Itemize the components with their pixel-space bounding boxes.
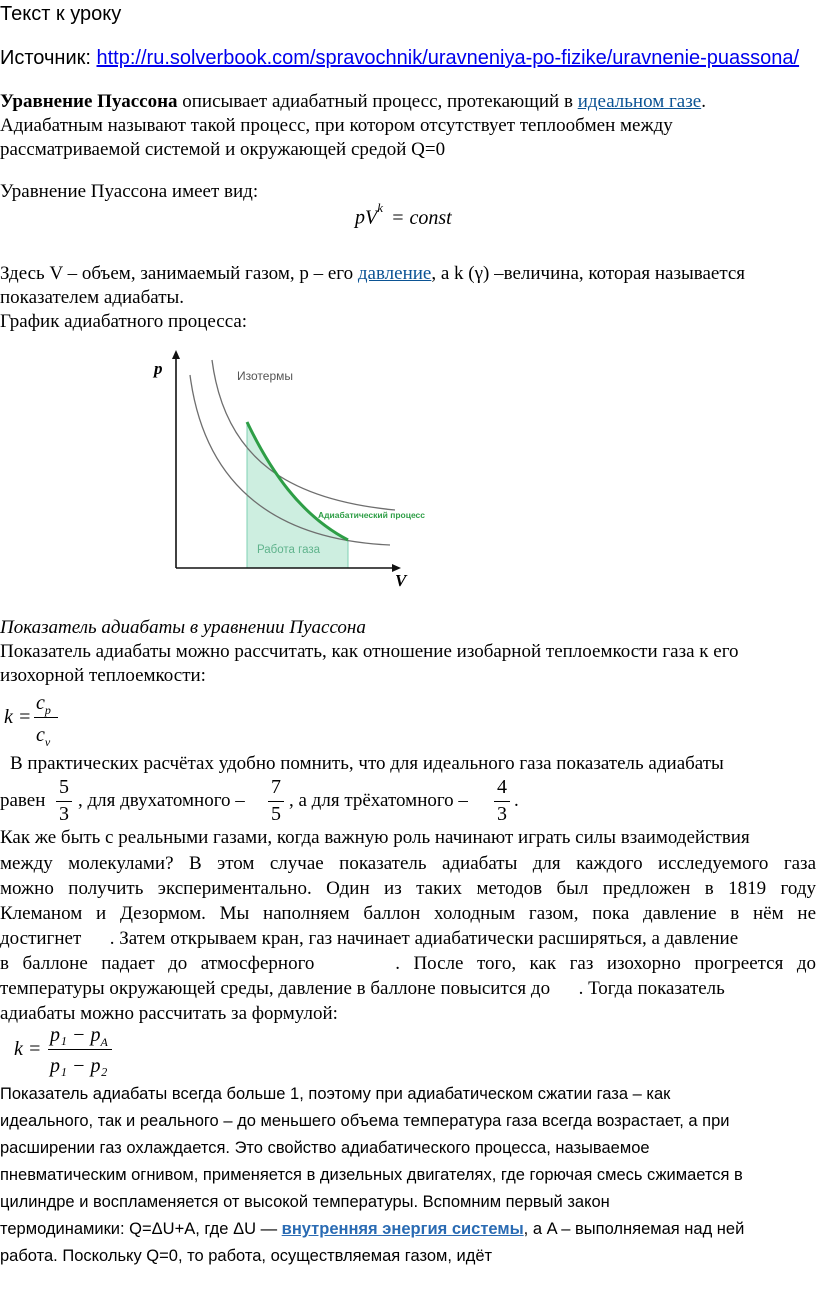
definition-line-1 [0, 263, 745, 285]
source-link[interactable]: http://ru.solverbook.com/spravochnik/uravneniya-po-fizike/uravnenie-puassona/ [96, 47, 800, 69]
formula1-lhs: k = [4, 706, 32, 728]
frac3-bar [494, 801, 510, 802]
isotherms-label: Изотермы [237, 369, 293, 383]
frac1-num: 5 [59, 776, 69, 798]
conclusion-line-3: расширении газ охлаждается. Это свойство адиабатического процесса, называемое [0, 1139, 650, 1157]
formula1-denominator [36, 724, 50, 750]
intro-line-2: Адиабатным называют такой процесс, при котором отсутствует теплообмен между [0, 115, 673, 136]
x-axis-label: V [395, 571, 407, 590]
ratio-line-1: Показатель адиабаты можно рассчитать, как отношение изобарной теплоемкости газа к его [0, 641, 739, 662]
intro-line-3: рассматриваемой системой и окружающей средой Q=0 [0, 139, 446, 160]
formula2-num-sub: A [100, 1035, 108, 1049]
formula2-num-expr: p₁ − p [50, 1024, 101, 1046]
definition-text-end: , а k (γ) –величина, которая называется [431, 263, 746, 284]
section-title: Показатель адиабаты в уравнении Пуассона [0, 617, 366, 638]
y-axis-label: p [154, 359, 163, 378]
conclusion-line-6 [0, 1216, 744, 1243]
real-gas-line-5: достигнет . Затем открываем кран, газ начинает адиабатически расширяться, а давление [0, 928, 739, 949]
formula1-den-var: c [36, 724, 45, 746]
conclusion-text-end: , а A – выполняемая над ней [523, 1220, 745, 1238]
frac3-den: 3 [497, 803, 507, 825]
formula1-numerator [36, 692, 51, 718]
frac2-num: 7 [271, 776, 281, 798]
definition-line-2: показателем адиабаты. [0, 287, 185, 308]
poisson-base: pV [355, 206, 378, 229]
graph-intro: График адиабатного процесса: [0, 311, 248, 332]
real-gas-line-6: в баллоне падает до атмосферного . После того, как газ изохорно прогреется до [0, 953, 816, 974]
practical-line-1: В практических расчётах удобно помнить, что для идеального газа показатель адиабаты [10, 753, 724, 774]
document-title: Текст к уроку [0, 3, 122, 25]
formula2-denominator: p₁ − p₂ [50, 1055, 108, 1077]
real-gas-line-8: адиабаты можно рассчитать за формулой: [0, 1003, 338, 1024]
poisson-rhs: = const [391, 206, 452, 229]
real-gas-line-2: между молекулами? В этом случае показатель адиабаты для каждого исследуемого газа [0, 853, 816, 874]
real-gas-line-1: Как же быть с реальными газами, когда важную роль начинают играть силы взаимодействия [0, 827, 750, 848]
intro-text-end: . [701, 91, 706, 112]
formula1-num-sub: p [44, 703, 51, 717]
real-gas-line-4: Клеманом и Дезормом. Мы наполняем баллон холодным газом, пока давление в нём не [0, 903, 816, 924]
frac1-den: 3 [59, 803, 69, 825]
real-gas-line-7: температуры окружающей среды, давление в баллоне повысится до . Тогда показатель [0, 978, 725, 999]
formula2-lhs: k = [14, 1038, 42, 1060]
poisson-equation [355, 200, 452, 230]
definition-text: Здесь V – объем, занимаемый газом, p – его [0, 263, 358, 284]
frac1-bar [56, 801, 72, 802]
intro-line-1 [0, 91, 706, 113]
formula1-num-var: c [36, 692, 45, 714]
source-line [0, 47, 799, 70]
source-label: Источник: [0, 47, 97, 69]
y-axis-arrow [172, 350, 180, 359]
intro-bold-term: Уравнение Пуассона [0, 91, 178, 112]
conclusion-line-1: Показатель адиабаты всегда больше 1, поэтому при адиабатическом сжатии газа – как [0, 1085, 671, 1103]
work-label: Работа газа [257, 544, 321, 556]
internal-energy-link[interactable]: внутренняя энергия системы [281, 1220, 524, 1238]
practical-equals: равен [0, 790, 46, 811]
formula2-numerator [50, 1024, 108, 1050]
pressure-link[interactable]: давление [357, 263, 432, 284]
equation-intro: Уравнение Пуассона имеет вид: [0, 181, 259, 202]
conclusion-line-2: идеального, так и реального – до меньшего объема температура газа всегда возрастает, а при [0, 1112, 730, 1130]
adiabat-label: Адиабатический процесс [318, 510, 426, 520]
conclusion-line-5: цилиндре и воспламеняется от высокой температуры. Вспомним первый закон [0, 1193, 610, 1211]
ideal-gas-link[interactable]: идеальном газе [577, 91, 702, 112]
practical-diatomic: , для двухатомного – [78, 790, 245, 811]
frac2-den: 5 [271, 803, 281, 825]
formula2-bar [48, 1049, 112, 1050]
frac2-bar [268, 801, 284, 802]
ratio-line-2: изохорной теплоемкости: [0, 665, 206, 686]
practical-triatomic: , а для трёхатомного – [289, 790, 468, 811]
practical-period: . [514, 790, 519, 811]
adiabatic-graph [150, 350, 430, 590]
intro-text: описывает адиабатный процесс, протекающий в [177, 91, 578, 112]
formula1-den-sub: v [44, 735, 51, 749]
real-gas-line-3: можно получить экспериментально. Один из таких методов был предложен в 1819 году [0, 878, 816, 899]
frac3-num: 4 [497, 776, 507, 798]
conclusion-text: термодинамики: Q=ΔU+A, где ΔU — [0, 1220, 282, 1238]
conclusion-line-4: пневматическим огнивом, применяется в дизельных двигателях, где горючая смесь сжимается в [0, 1166, 743, 1184]
poisson-exponent: k [377, 200, 383, 215]
conclusion-line-7: работа. Поскольку Q=0, то работа, осуществляемая газом, идёт [0, 1247, 493, 1265]
formula1-bar [34, 717, 58, 718]
